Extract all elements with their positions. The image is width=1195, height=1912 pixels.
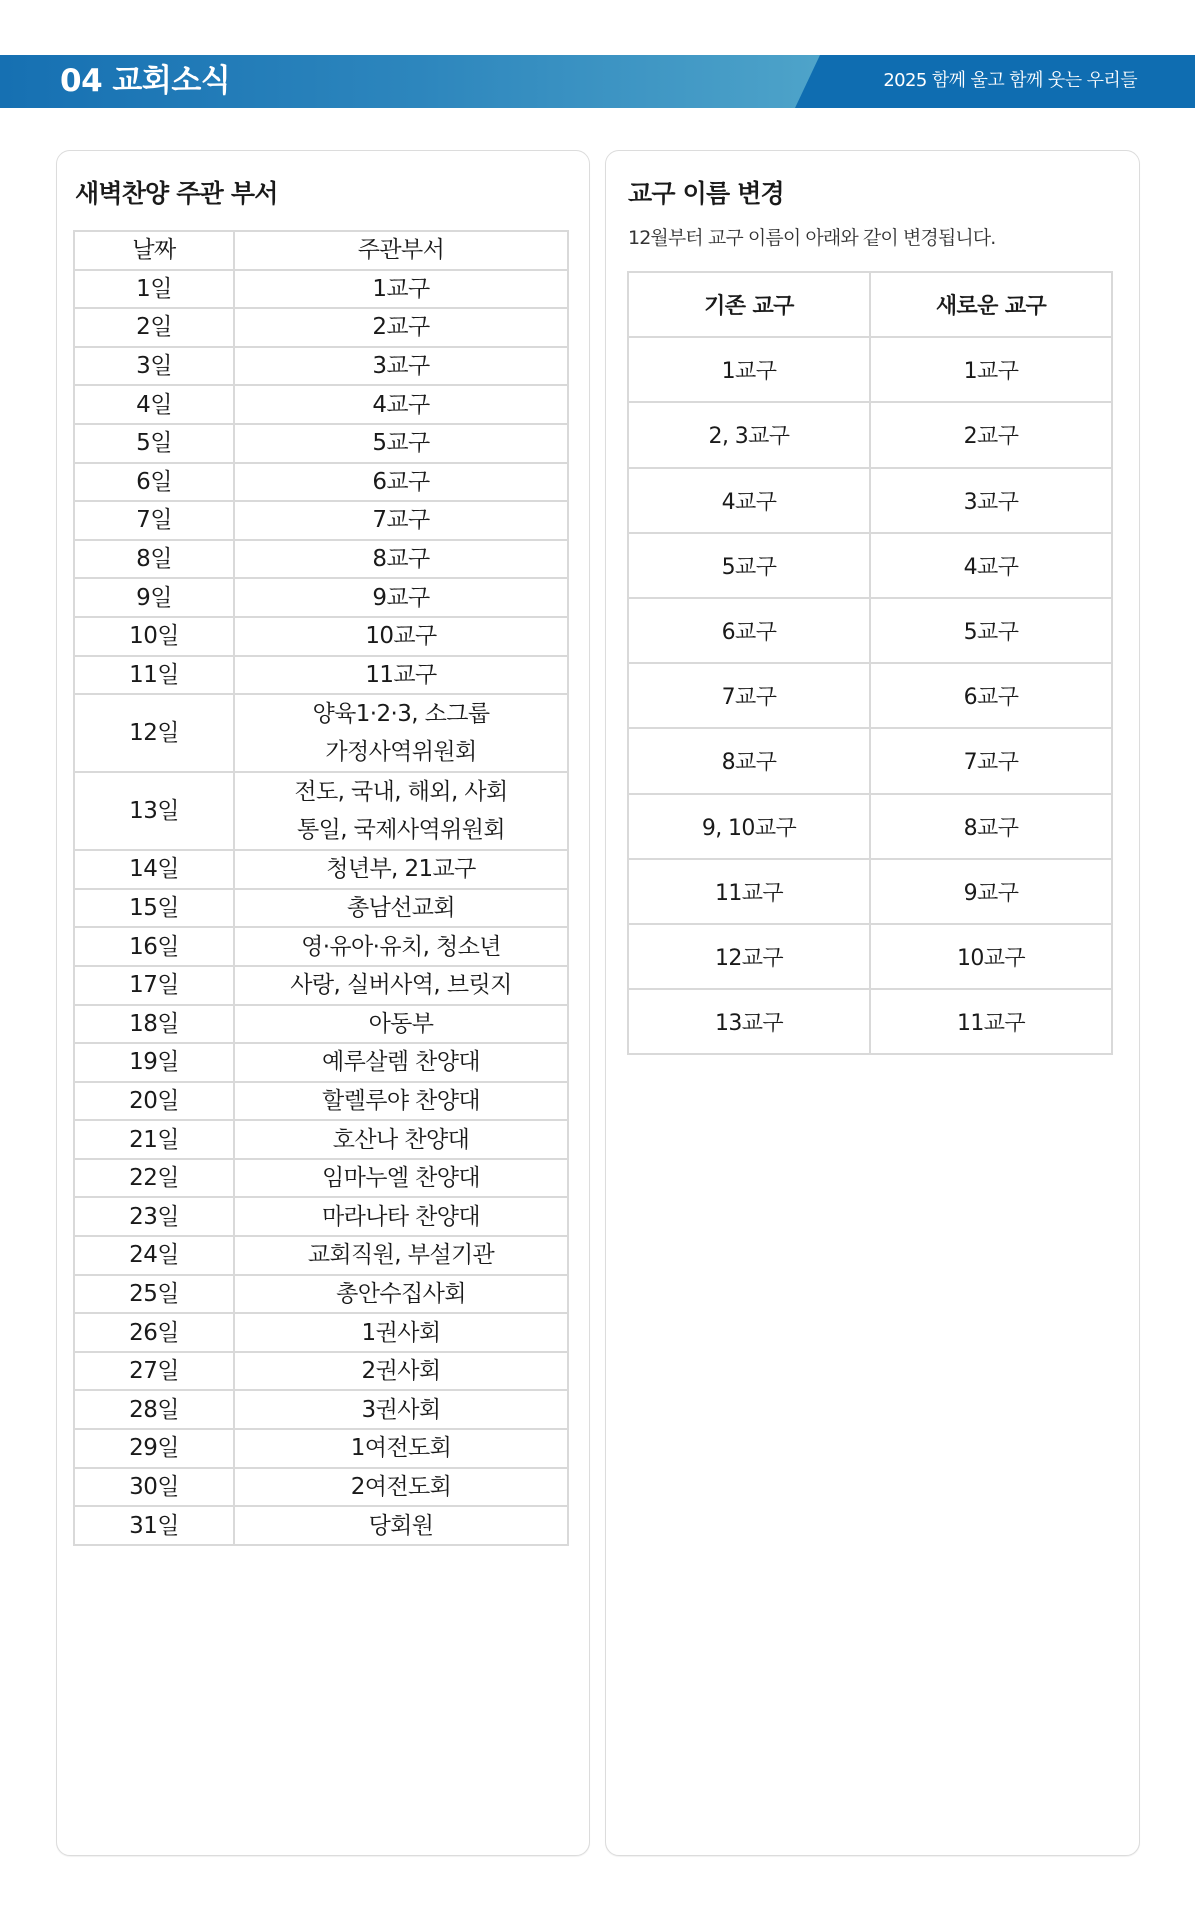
cell-date: 3일 <box>74 347 234 386</box>
cell-date: 19일 <box>74 1043 234 1082</box>
table-row <box>74 1313 568 1352</box>
rename-table <box>627 271 1113 1055</box>
cell-new-district: 10교구 <box>870 924 1112 989</box>
cell-dept: 10교구 <box>234 617 568 656</box>
table-row <box>628 468 1112 533</box>
column-header-new: 새로운 교구 <box>870 272 1112 337</box>
table-row <box>74 1390 568 1429</box>
cell-new-district: 1교구 <box>870 337 1112 402</box>
cell-dept <box>234 772 568 850</box>
table-row <box>74 1005 568 1044</box>
schedule-title: 새벽찬양 주관 부서 <box>75 179 278 208</box>
table-row <box>74 308 568 347</box>
table-row <box>74 617 568 656</box>
cell-dept: 임마누엘 찬양대 <box>234 1159 568 1198</box>
cell-dept: 영·유아·유치, 청소년 <box>234 927 568 966</box>
cell-date: 7일 <box>74 501 234 540</box>
cell-date: 13일 <box>74 772 234 850</box>
table-row <box>628 794 1112 859</box>
cell-old-district: 11교구 <box>628 859 870 924</box>
schedule-table <box>73 230 569 1546</box>
cell-date: 21일 <box>74 1120 234 1159</box>
cell-dept: 호산나 찬양대 <box>234 1120 568 1159</box>
table-row <box>74 1506 568 1545</box>
cell-date: 26일 <box>74 1313 234 1352</box>
cell-new-district: 11교구 <box>870 989 1112 1054</box>
cell-dept: 1여전도회 <box>234 1429 568 1468</box>
table-row <box>628 989 1112 1054</box>
cell-dept: 할렐루야 찬양대 <box>234 1082 568 1121</box>
table-row <box>628 859 1112 924</box>
cell-old-district: 9, 10교구 <box>628 794 870 859</box>
cell-dept: 청년부, 21교구 <box>234 850 568 889</box>
cell-date: 11일 <box>74 656 234 695</box>
cell-dept <box>234 694 568 772</box>
cell-dept-line: 통일, 국제사역위원회 <box>297 817 505 844</box>
table-row <box>74 1043 568 1082</box>
cell-old-district: 6교구 <box>628 598 870 663</box>
column-header-dept: 주관부서 <box>234 231 568 270</box>
table-row <box>74 1352 568 1391</box>
cell-date: 23일 <box>74 1197 234 1236</box>
section-title: 04 교회소식 <box>60 63 231 99</box>
cell-date: 27일 <box>74 1352 234 1391</box>
table-row <box>74 1082 568 1121</box>
cell-date: 8일 <box>74 540 234 579</box>
table-header-row <box>628 272 1112 337</box>
cell-dept: 교회직원, 부설기관 <box>234 1236 568 1275</box>
schedule-panel <box>56 150 590 1856</box>
table-row <box>628 337 1112 402</box>
cell-dept: 6교구 <box>234 463 568 502</box>
cell-dept: 5교구 <box>234 424 568 463</box>
table-row <box>74 385 568 424</box>
table-row <box>628 924 1112 989</box>
cell-new-district: 4교구 <box>870 533 1112 598</box>
table-row <box>74 347 568 386</box>
cell-date: 4일 <box>74 385 234 424</box>
table-row <box>74 772 568 850</box>
table-row <box>74 1429 568 1468</box>
cell-new-district: 3교구 <box>870 468 1112 533</box>
table-row <box>74 966 568 1005</box>
table-row <box>74 1120 568 1159</box>
rename-description: 12월부터 교구 이름이 아래와 같이 변경됩니다. <box>628 227 996 249</box>
banner-tagline: 2025 함께 울고 함께 웃는 우리들 <box>883 70 1137 91</box>
table-row <box>74 927 568 966</box>
table-row <box>74 1468 568 1507</box>
table-row <box>74 656 568 695</box>
table-row <box>74 424 568 463</box>
cell-dept: 사랑, 실버사역, 브릿지 <box>234 966 568 1005</box>
column-header-old: 기존 교구 <box>628 272 870 337</box>
rename-title: 교구 이름 변경 <box>628 179 784 208</box>
cell-old-district: 12교구 <box>628 924 870 989</box>
cell-old-district: 7교구 <box>628 663 870 728</box>
cell-date: 31일 <box>74 1506 234 1545</box>
cell-date: 29일 <box>74 1429 234 1468</box>
cell-date: 12일 <box>74 694 234 772</box>
table-row <box>74 889 568 928</box>
table-row <box>74 850 568 889</box>
table-row <box>74 501 568 540</box>
table-row <box>74 270 568 309</box>
table-row <box>628 402 1112 467</box>
table-row <box>74 694 568 772</box>
table-row <box>628 598 1112 663</box>
cell-dept: 2권사회 <box>234 1352 568 1391</box>
table-row <box>74 1197 568 1236</box>
cell-dept: 3권사회 <box>234 1390 568 1429</box>
cell-dept: 당회원 <box>234 1506 568 1545</box>
cell-date: 6일 <box>74 463 234 502</box>
cell-dept: 2교구 <box>234 308 568 347</box>
cell-old-district: 8교구 <box>628 728 870 793</box>
cell-dept: 7교구 <box>234 501 568 540</box>
cell-dept-line: 양육1·2·3, 소그룹 <box>312 701 490 728</box>
cell-date: 9일 <box>74 578 234 617</box>
table-row <box>74 540 568 579</box>
cell-date: 20일 <box>74 1082 234 1121</box>
cell-new-district: 7교구 <box>870 728 1112 793</box>
cell-date: 25일 <box>74 1275 234 1314</box>
cell-dept: 1교구 <box>234 270 568 309</box>
table-header-row <box>74 231 568 270</box>
table-row <box>74 1275 568 1314</box>
table-row <box>628 663 1112 728</box>
cell-dept: 2여전도회 <box>234 1468 568 1507</box>
cell-date: 16일 <box>74 927 234 966</box>
table-row <box>628 728 1112 793</box>
cell-dept: 1권사회 <box>234 1313 568 1352</box>
cell-old-district: 5교구 <box>628 533 870 598</box>
table-row <box>628 533 1112 598</box>
cell-dept: 8교구 <box>234 540 568 579</box>
table-row <box>74 463 568 502</box>
rename-panel <box>605 150 1140 1856</box>
cell-new-district: 2교구 <box>870 402 1112 467</box>
cell-old-district: 1교구 <box>628 337 870 402</box>
cell-dept-line: 가정사역위원회 <box>325 739 477 766</box>
cell-new-district: 5교구 <box>870 598 1112 663</box>
cell-date: 10일 <box>74 617 234 656</box>
cell-dept-line: 전도, 국내, 해외, 사회 <box>294 779 508 806</box>
cell-date: 15일 <box>74 889 234 928</box>
cell-dept: 총안수집사회 <box>234 1275 568 1314</box>
cell-old-district: 13교구 <box>628 989 870 1054</box>
cell-dept: 3교구 <box>234 347 568 386</box>
cell-new-district: 9교구 <box>870 859 1112 924</box>
cell-dept: 아동부 <box>234 1005 568 1044</box>
column-header-date: 날짜 <box>74 231 234 270</box>
cell-date: 24일 <box>74 1236 234 1275</box>
cell-dept: 총남선교회 <box>234 889 568 928</box>
cell-date: 22일 <box>74 1159 234 1198</box>
table-row <box>74 578 568 617</box>
cell-date: 17일 <box>74 966 234 1005</box>
cell-old-district: 4교구 <box>628 468 870 533</box>
cell-date: 30일 <box>74 1468 234 1507</box>
cell-date: 2일 <box>74 308 234 347</box>
cell-dept: 9교구 <box>234 578 568 617</box>
cell-date: 5일 <box>74 424 234 463</box>
cell-date: 1일 <box>74 270 234 309</box>
section-banner <box>0 55 1195 108</box>
cell-date: 18일 <box>74 1005 234 1044</box>
cell-dept: 4교구 <box>234 385 568 424</box>
cell-old-district: 2, 3교구 <box>628 402 870 467</box>
cell-date: 14일 <box>74 850 234 889</box>
cell-dept: 11교구 <box>234 656 568 695</box>
cell-date: 28일 <box>74 1390 234 1429</box>
cell-dept: 마라나타 찬양대 <box>234 1197 568 1236</box>
cell-dept: 예루살렘 찬양대 <box>234 1043 568 1082</box>
cell-new-district: 6교구 <box>870 663 1112 728</box>
table-row <box>74 1236 568 1275</box>
table-row <box>74 1159 568 1198</box>
cell-new-district: 8교구 <box>870 794 1112 859</box>
